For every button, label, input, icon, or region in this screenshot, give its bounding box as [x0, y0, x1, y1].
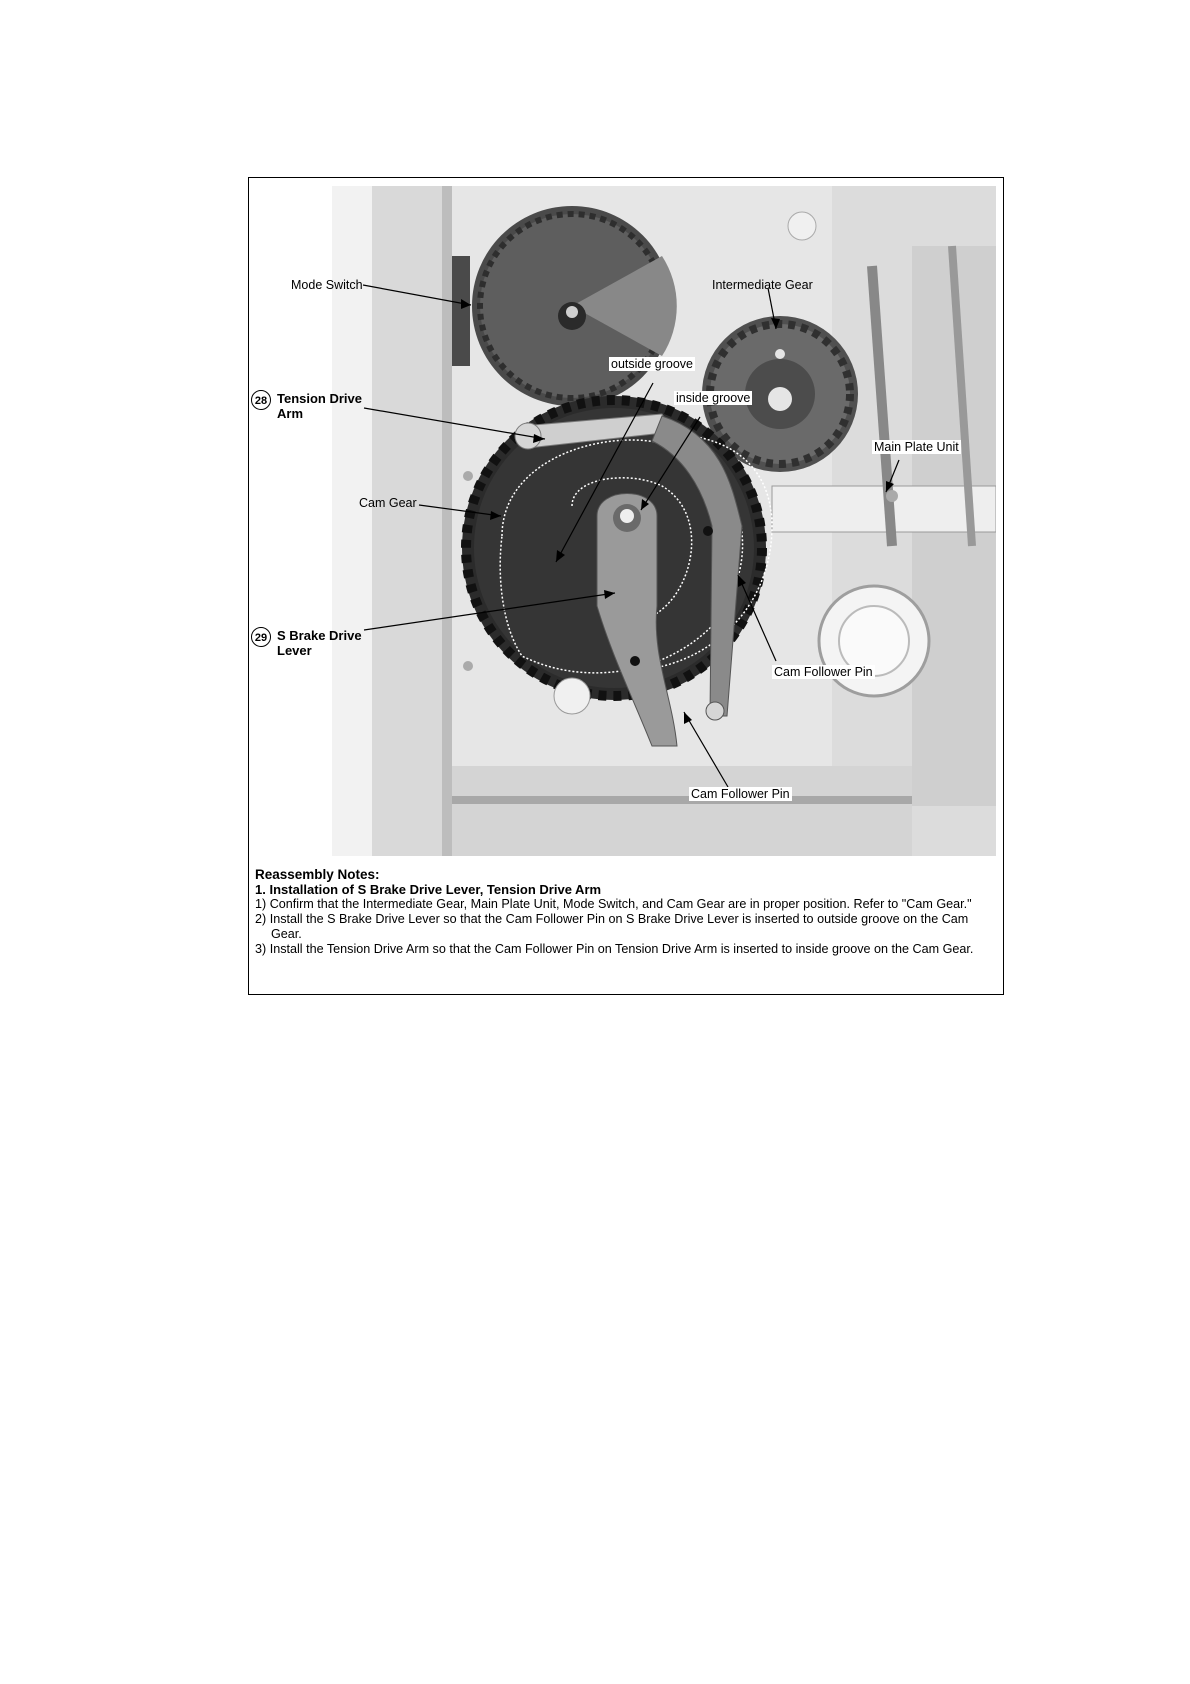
figure-frame	[248, 177, 1004, 995]
notes-section-title: 1. Installation of S Brake Drive Lever, Tension Drive Arm	[255, 882, 602, 897]
label-outside-groove: outside groove	[611, 357, 694, 371]
callout-29: 29	[251, 627, 271, 647]
label-cam-follower-pin-1: Cam Follower Pin	[774, 665, 873, 679]
label-intermediate-gear: Intermediate Gear	[712, 278, 813, 292]
label-main-plate-unit: Main Plate Unit	[874, 440, 959, 454]
label-inside-groove: inside groove	[676, 391, 751, 405]
notes-heading: Reassembly Notes:	[255, 867, 380, 882]
notes-step: 2) Install the S Brake Drive Lever so that the Cam Follower Pin on S Brake Drive Lever is inserted to outside groove on the Cam Gear.	[255, 912, 969, 941]
notes-step: 1) Confirm that the Intermediate Gear, Main Plate Unit, Mode Switch, and Cam Gear are in proper position. Refer to "Cam Gear."	[255, 897, 972, 911]
label-s-brake-drive-lever-2: Lever	[277, 643, 312, 658]
reassembly-notes	[255, 867, 995, 957]
label-s-brake-drive-lever-1: S Brake Drive	[277, 628, 362, 643]
label-cam-gear: Cam Gear	[359, 496, 417, 510]
callout-28: 28	[251, 390, 271, 410]
label-mode-switch: Mode Switch	[291, 278, 363, 292]
label-tension-drive-arm-2: Arm	[277, 406, 304, 421]
notes-step: 3) Install the Tension Drive Arm so that the Cam Follower Pin on Tension Drive Arm is inserted to inside groove on the Cam Gear.	[255, 942, 974, 956]
label-tension-drive-arm-1: Tension Drive	[277, 391, 363, 406]
label-cam-follower-pin-2: Cam Follower Pin	[691, 787, 790, 801]
